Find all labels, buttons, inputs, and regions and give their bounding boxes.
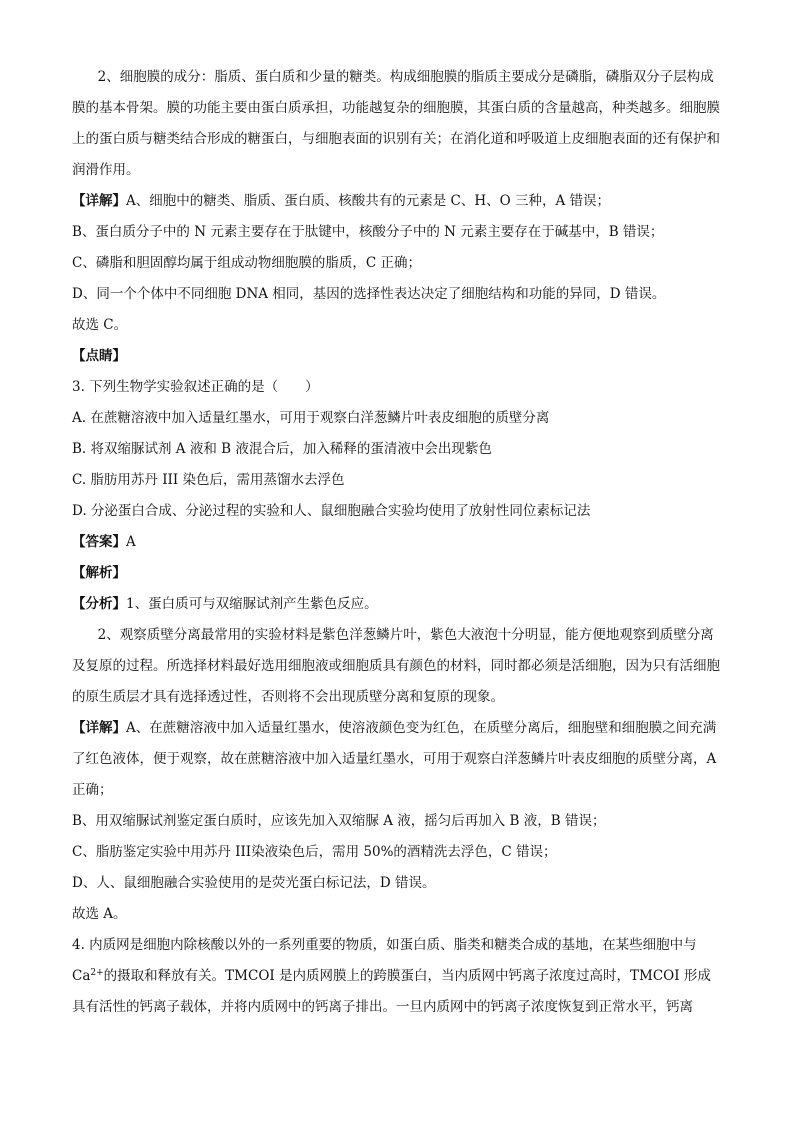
paragraph-detail-b: B、蛋白质分子中的 N 元素主要存在于肽键中，核酸分子中的 N 元素主要存在于碱基中，B 错误； [72, 224, 664, 240]
superscript-charge: 2+ [90, 968, 104, 978]
detail-3-a: 【详解】A、在蔗糖溶液中加入适量红墨水，使溶液颜色变为红色，在质壁分离后，细胞壁和细胞膜之间充满了红色液体，便于观察，故在蔗糖溶液中加入适量红墨水，可用于观察白洋葱鳞片叶表皮细胞的质壁分离，A 正确； [72, 720, 717, 798]
analysis-heading [72, 558, 724, 589]
answer-line: 【答案】A [72, 534, 136, 550]
question-3-option-c: C. 脂肪用苏丹 III 染色后，需用蒸馏水去浮色 [72, 472, 345, 488]
document-page [72, 62, 724, 1023]
question-3-option-a: A. 在蔗糖溶液中加入适量红墨水，可用于观察白洋葱鳞片叶表皮细胞的质壁分离 [72, 410, 550, 426]
paragraph-comment [72, 341, 724, 372]
tag-analysis: 【解析】 [72, 565, 126, 581]
paragraph-choose-a: 故选 A。 [72, 906, 127, 922]
paragraph-detail-a: 【详解】A、细胞中的糖类、脂质、蛋白质、核酸共有的元素是 C、H、O 三种，A 错误； [72, 193, 611, 209]
tag-answer: 【答案】 [72, 534, 126, 550]
question-4-stem-continued: $Ca^{2+}$的摄取和释放有关。TMCOI 是内质网膜上的跨膜蛋白，当内质网中钙离子浓度过高时，TMCOI 形成具有活性的钙离子载体，并将内质网中的钙离子排出。一旦内质网中的钙离子浓度恢复到正常水平，钙离 [72, 968, 711, 1015]
detail-3-c: C、脂肪鉴定实验中用苏丹 III染液染色后，需用 50%的酒精洗去浮色，C 错误； [72, 844, 557, 860]
paragraph-choose-c: 故选 C。 [72, 317, 128, 333]
question-3-stem: 3. 下列生物学实验叙述正确的是（ ） [72, 379, 319, 395]
analysis-point-2: 2、观察质壁分离最常用的实验材料是紫色洋葱鳞片叶，紫色大液泡十分明显，能方便地观察到质壁分离及复原的过程。所选择材料最好选用细胞液或细胞质具有颜色的材料，同时都必须是活细胞，因为只有活细胞的原生质层才具有选择透过性，否则将不会出现质壁分离和复原的现象。 [72, 627, 720, 705]
paragraph-membrane-components: 2、细胞膜的成分：脂质、蛋白质和少量的糖类。构成细胞膜的脂质主要成分是磷脂，磷脂双分子层构成膜的基本骨架。膜的功能主要由蛋白质承担，功能越复杂的细胞膜，其蛋白质的含量越高，种类越多。细胞膜上的蛋白质与糖类结合形成的糖蛋白，与细胞表面的识别有关；在消化道和呼吸道上皮细胞表面的还有保护和润滑作用。 [72, 69, 720, 178]
paragraph-detail-c: C、磷脂和胆固醇均属于组成动物细胞膜的脂质，C 正确； [72, 255, 421, 271]
analysis-point-1: 【分析】1、蛋白质可与双缩脲试剂产生紫色反应。 [72, 596, 378, 612]
question-3-option-b: B. 将双缩脲试剂 A 液和 B 液混合后，加入稀释的蛋清液中会出现紫色 [72, 441, 492, 457]
paragraph-detail-d: D、同一个个体中不同细胞 DNA 相同，基因的选择性表达决定了细胞结构和功能的异同，D 错误。 [72, 286, 666, 302]
detail-3-b: B、用双缩脲试剂鉴定蛋白质时，应该先加入双缩脲 A 液，摇匀后再加入 B 液，B 错误； [72, 813, 606, 829]
tag-detail: 【详解】 [72, 193, 126, 209]
tag-analysis-detail: 【分析】 [72, 596, 126, 612]
question-4-stem-line-1: 4. 内质网是细胞内除核酸以外的一系列重要的物质，如蛋白质、脂类和糖类合成的基地，在某些细胞中与 [72, 937, 697, 953]
detail-3-d: D、人、鼠细胞融合实验使用的是荧光蛋白标记法，D 错误。 [72, 875, 436, 891]
tag-detail-3: 【详解】 [72, 720, 126, 736]
tag-comment: 【点睛】 [72, 348, 126, 364]
question-3-option-d: D. 分泌蛋白合成、分泌过程的实验和人、鼠细胞融合实验均使用了放射性同位素标记法 [72, 503, 591, 519]
